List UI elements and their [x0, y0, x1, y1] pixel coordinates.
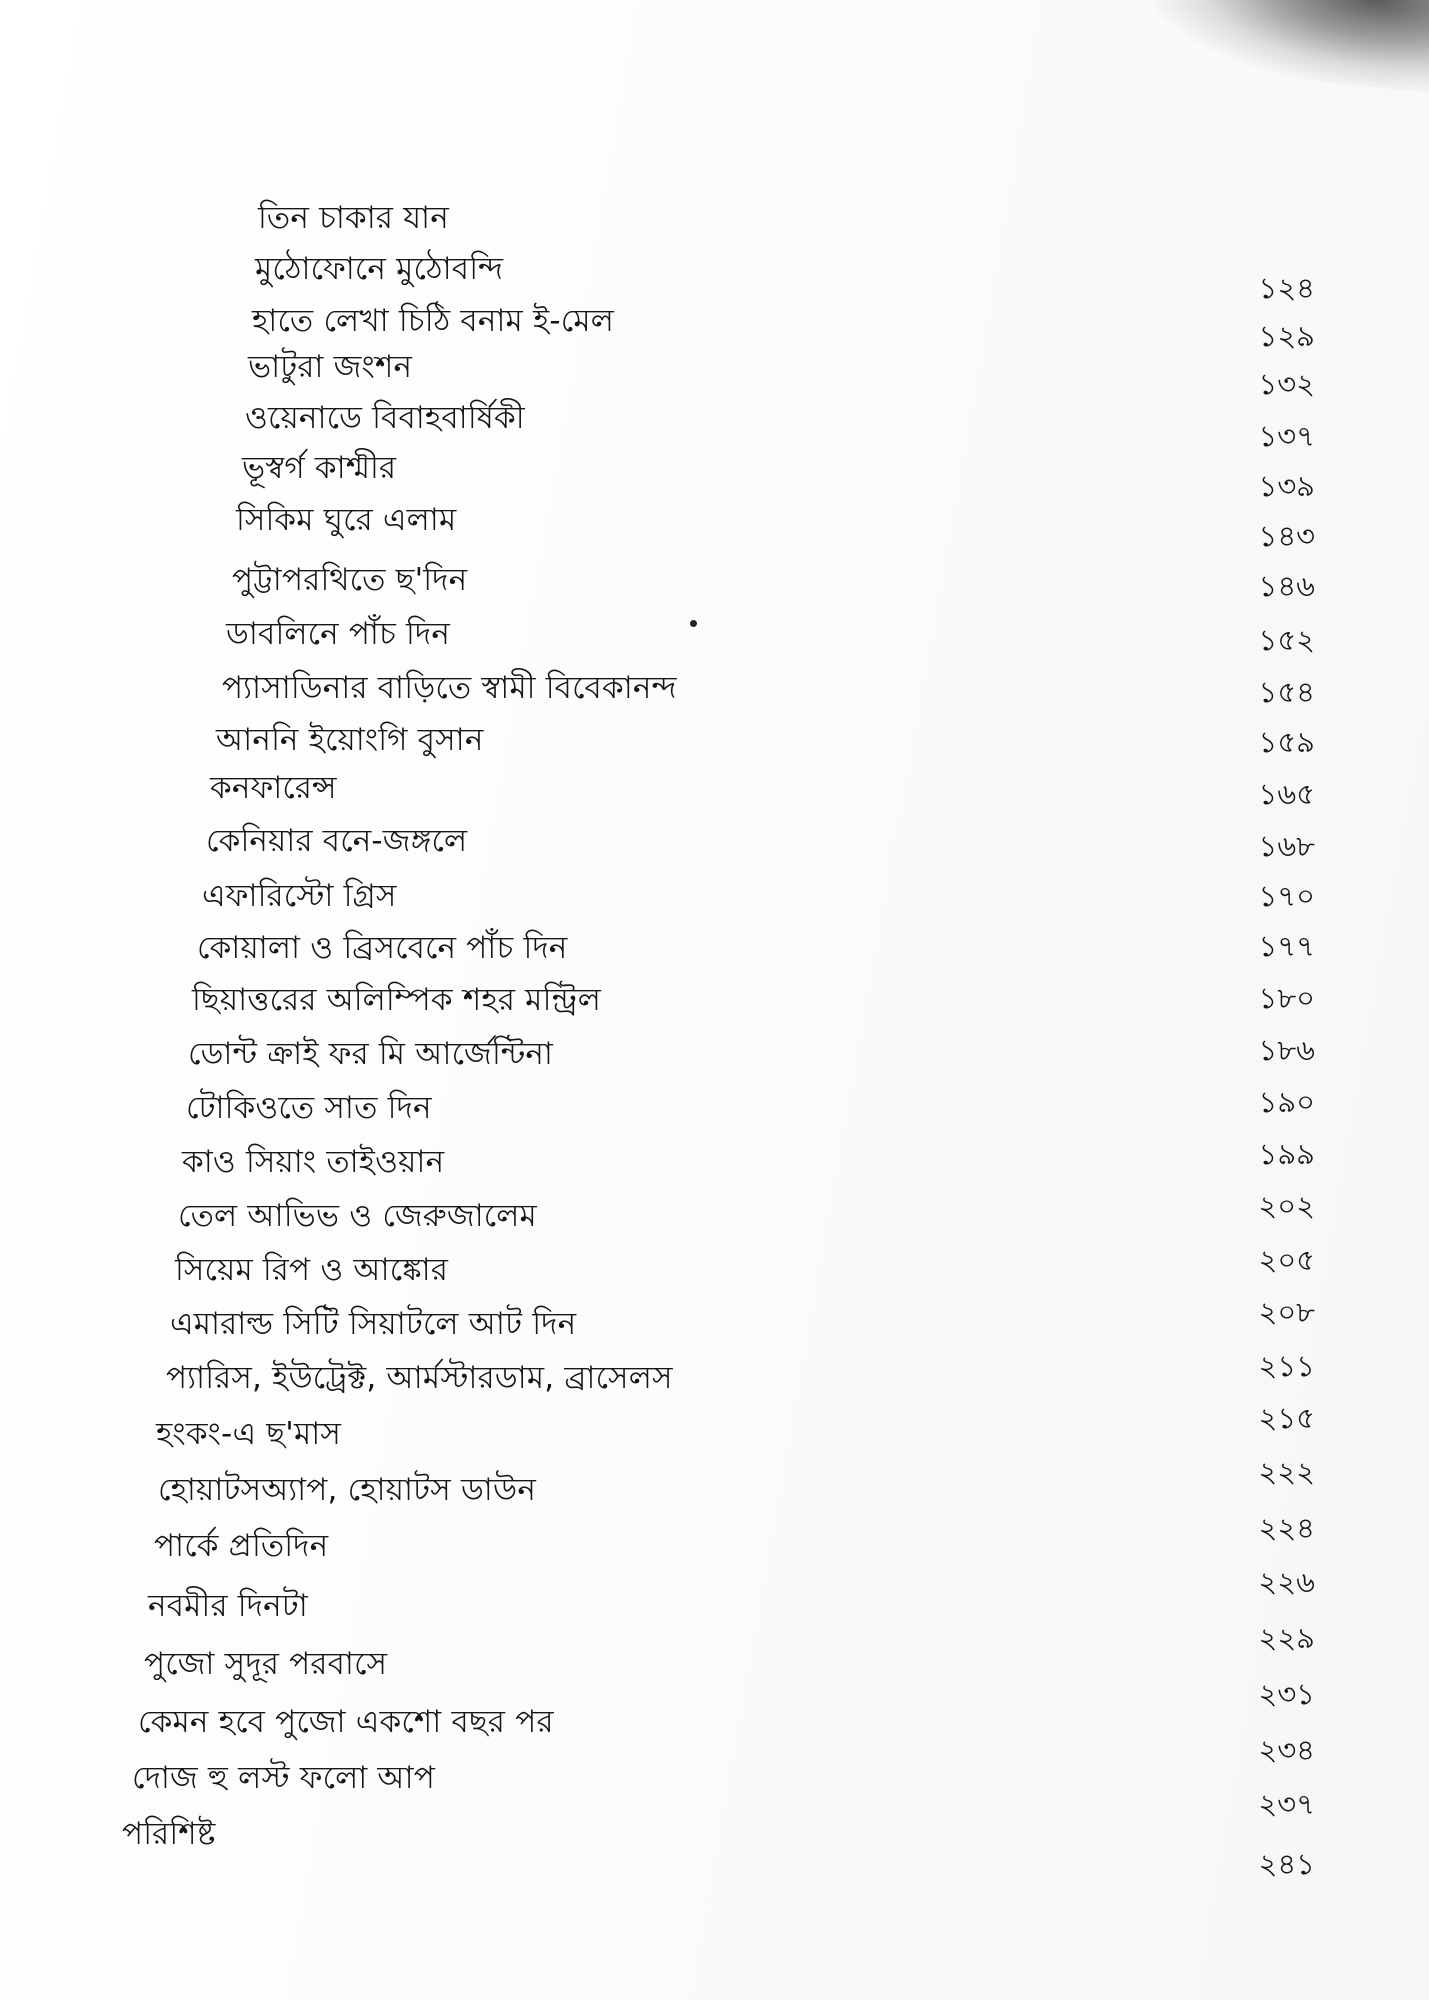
toc-entry-page: ১২৯ [1258, 319, 1315, 353]
toc-entry-title: তেল আভিভ ও জেরুজালেম [178, 1198, 537, 1234]
toc-entry-page: ১৩২ [1258, 367, 1315, 401]
toc-entry-page: ১৮৬ [1258, 1033, 1315, 1067]
toc-entry-title: হাতে লেখা চিঠি বনাম ই-মেল [252, 303, 615, 339]
toc-entry-title: পুট্টাপরথিতে ছ'দিন [232, 562, 468, 598]
toc-entry-title: টোকিওতে সাত দিন [186, 1090, 432, 1126]
toc-entry-page: ২০৫ [1258, 1243, 1315, 1277]
toc-entry-title: পুজো সুদূর পরবাসে [144, 1646, 388, 1682]
toc-entry-page: ১৯৯ [1258, 1137, 1315, 1171]
toc-entry-page: ১৬৮ [1258, 829, 1315, 863]
toc-entry-title: ডোন্ট ক্রাই ফর মি আর্জেন্টিনা [188, 1036, 554, 1072]
toc-entry-title: কনফারেন্স [210, 770, 337, 806]
toc-entry-page: ১৪৩ [1258, 519, 1315, 553]
toc-entry-title: প্যারিস, ইউট্রেক্ট, আর্মস্টারডাম, ব্রাসেলস [166, 1360, 673, 1396]
toc-entry-page: ২০২ [1258, 1189, 1315, 1223]
toc-entry-title: ভূস্বর্গ কাশ্মীর [242, 450, 397, 486]
toc-entry-page: ১৭৭ [1258, 929, 1315, 963]
toc-entry-page: ১৭০ [1258, 879, 1315, 913]
toc-entry-title: আননি ইয়োংগি বুসান [216, 722, 484, 758]
toc-entry-page: ১৬৫ [1258, 777, 1315, 811]
toc-entry-page: ২৩৪ [1258, 1733, 1315, 1767]
toc-entry-title: পার্কে প্রতিদিন [154, 1528, 329, 1564]
toc-entry-title: হংকং-এ ছ'মাস [156, 1416, 342, 1452]
toc-entry-title: মুঠোফোনে মুঠোবন্দি [255, 251, 504, 287]
toc-entry-title: তিন চাকার যান [258, 200, 449, 236]
toc-entry-page: ১৯০ [1258, 1085, 1315, 1119]
toc-entry-page: ২২২ [1258, 1455, 1315, 1489]
toc-entry-title: ভাটুরা জংশন [248, 349, 413, 385]
toc-entry-page: ২৪১ [1258, 1847, 1315, 1881]
toc-entry-page: ২৩১ [1258, 1677, 1315, 1711]
toc-entry-page: ১৩৯ [1258, 469, 1315, 503]
toc-entry-title: ছিয়াত্তরের অলিম্পিক শহর মন্ট্রিল [192, 982, 601, 1018]
toc-entry-title: সিয়েম রিপ ও আঙ্কোর [175, 1252, 449, 1288]
toc-entry-title: কাও সিয়াং তাইওয়ান [182, 1144, 445, 1180]
toc-entry-title: ওয়েনাডে বিবাহবার্ষিকী [245, 400, 525, 436]
ink-dot [690, 620, 697, 627]
toc-entry-page: ১৩৭ [1258, 419, 1315, 453]
toc-entry-page: ২১১ [1258, 1349, 1315, 1383]
toc-entry-page: ২২৯ [1258, 1621, 1315, 1655]
toc-entry-title: পরিশিষ্ট [122, 1816, 216, 1852]
toc-entry-title: প্যাসাডিনার বাড়িতে স্বামী বিবেকানন্দ [222, 670, 677, 706]
toc-entry-page: ১৮০ [1258, 981, 1315, 1015]
toc-entry-page: ১২৪ [1258, 271, 1315, 305]
toc-entry-title: এফারিস্টো গ্রিস [202, 878, 397, 914]
toc-entry-page: ২০৮ [1258, 1295, 1315, 1329]
toc-entry-page: ১৫৯ [1258, 725, 1315, 759]
toc-entry-page: ১৫২ [1258, 623, 1315, 657]
toc-entry-title: কেনিয়ার বনে-জঙ্গলে [206, 823, 468, 859]
toc-entry-page: ১৫৪ [1258, 675, 1315, 709]
toc-entry-title: নবমীর দিনটা [148, 1588, 308, 1624]
toc-entry-page: ২২৪ [1258, 1511, 1315, 1545]
toc-entry-title: হোয়াটসঅ্যাপ, হোয়াটস ডাউন [158, 1472, 537, 1508]
toc-entry-page: ২৩৭ [1258, 1787, 1315, 1821]
toc-entry-page: ২১৫ [1258, 1401, 1315, 1435]
toc-entry-title: দোজ হু লস্ট ফলো আপ [132, 1760, 436, 1796]
toc-entry-title: ডাবলিনে পাঁচ দিন [226, 616, 451, 652]
toc-entry-title: সিকিম ঘুরে এলাম [236, 502, 457, 538]
toc-entry-page: ১৪৬ [1258, 569, 1315, 603]
toc-entry-page: ২২৬ [1258, 1565, 1315, 1599]
toc-entry-title: এমারাল্ড সিটি সিয়াটলে আট দিন [170, 1306, 577, 1342]
toc-entry-title: কেমন হবে পুজো একশো বছর পর [138, 1704, 554, 1740]
toc-entry-title: কোয়ালা ও ব্রিসবেনে পাঁচ দিন [197, 930, 568, 966]
